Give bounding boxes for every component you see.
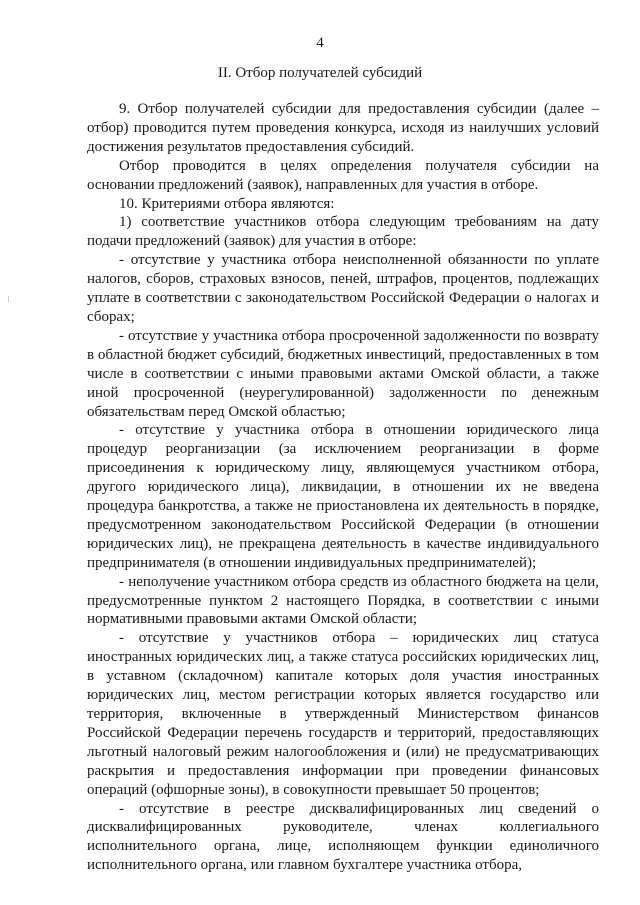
- paragraph-10: 10. Критериями отбора являются:: [119, 195, 335, 212]
- requirement-no-disqualified: - отсутствие в реестре дисквалифицированных лиц сведений о дисквалифицированных руководителе, членах коллегиального исполнительного органа, лице, исполняющем функции единоличного исполнительного органа, или главном бухгалтере участника отбора,: [87, 800, 599, 874]
- page-number: 4: [316, 35, 324, 51]
- paragraph-selection-purpose: Отбор проводится в целях определения получателя субсидии на основании предложений (заявок), направленных для участия в отборе.: [87, 157, 599, 193]
- body-text: [87, 100, 599, 875]
- margin-mark: [8, 296, 9, 302]
- requirement-tax-arrears: - отсутствие у участника отбора неисполненной обязанности по уплате налогов, сборов, страховых взносов, пеней, штрафов, процентов, подлежащих уплате в соответствии с законодательством Российской Федерации о налогах и сборах;: [87, 252, 599, 325]
- requirement-overdue-debt: - отсутствие у участника отбора просроченной задолженности по возврату в областной бюджет субсидий, бюджетных инвестиций, предоставленных в том числе в соответствии с иными правовыми актами Омской области, а также иной просроченной (неурегулированной) задолженности по денежным обязательствам перед Омской областью;: [87, 327, 599, 420]
- paragraph-9: 9. Отбор получателей субсидии для предоставления субсидии (далее – отбор) проводится путем проведения конкурса, исходя из наилучших условий достижения результатов предоставления субсидий.: [87, 101, 599, 155]
- section-title: II. Отбор получателей субсидий: [217, 65, 423, 81]
- requirement-no-reorganization: - отсутствие у участника отбора в отношении юридического лица процедур реорганизации (за исключением реорганизации в форме присоединения к юридическому лицу, являющемуся участником отбора, другого юридического лица), ликвидации, в отношении их не введена процедура банкротства, а также не приостановлена их деятельность в порядке, предусмотренном законодательством Российской Федерации (в отношении юридических лиц), не прекращена деятельность в качестве индивидуального предпринимателя (в отношении индивидуальных предпринимателей);: [87, 422, 599, 571]
- requirement-no-offshore: - отсутствие у участников отбора – юридических лиц статуса иностранных юридических лиц, а также статуса российских юридических лиц, в уставном (складочном) капитале которых доля участия иностранных юридических лиц, местом регистрации которых является государство или территория, включенные в утвержденный Министерством финансов Российской Федерации перечень государств и территорий, предоставляющих льготный налоговый режим налогообложения и (или) не предусматривающих раскрытия и предоставления информации при проведении финансовых операций (офшорные зоны), в совокупности превышает 50 процентов;: [87, 630, 599, 798]
- requirement-no-regional-funds: - неполучение участником отбора средств из областного бюджета на цели, предусмотренные пунктом 2 настоящего Порядка, в соответствии с иными нормативными правовыми актами Омской области;: [87, 573, 599, 628]
- criteria-item-1: 1) соответствие участников отбора следующим требованиям на дату подачи предложений (заявок) для участия в отборе:: [87, 214, 599, 250]
